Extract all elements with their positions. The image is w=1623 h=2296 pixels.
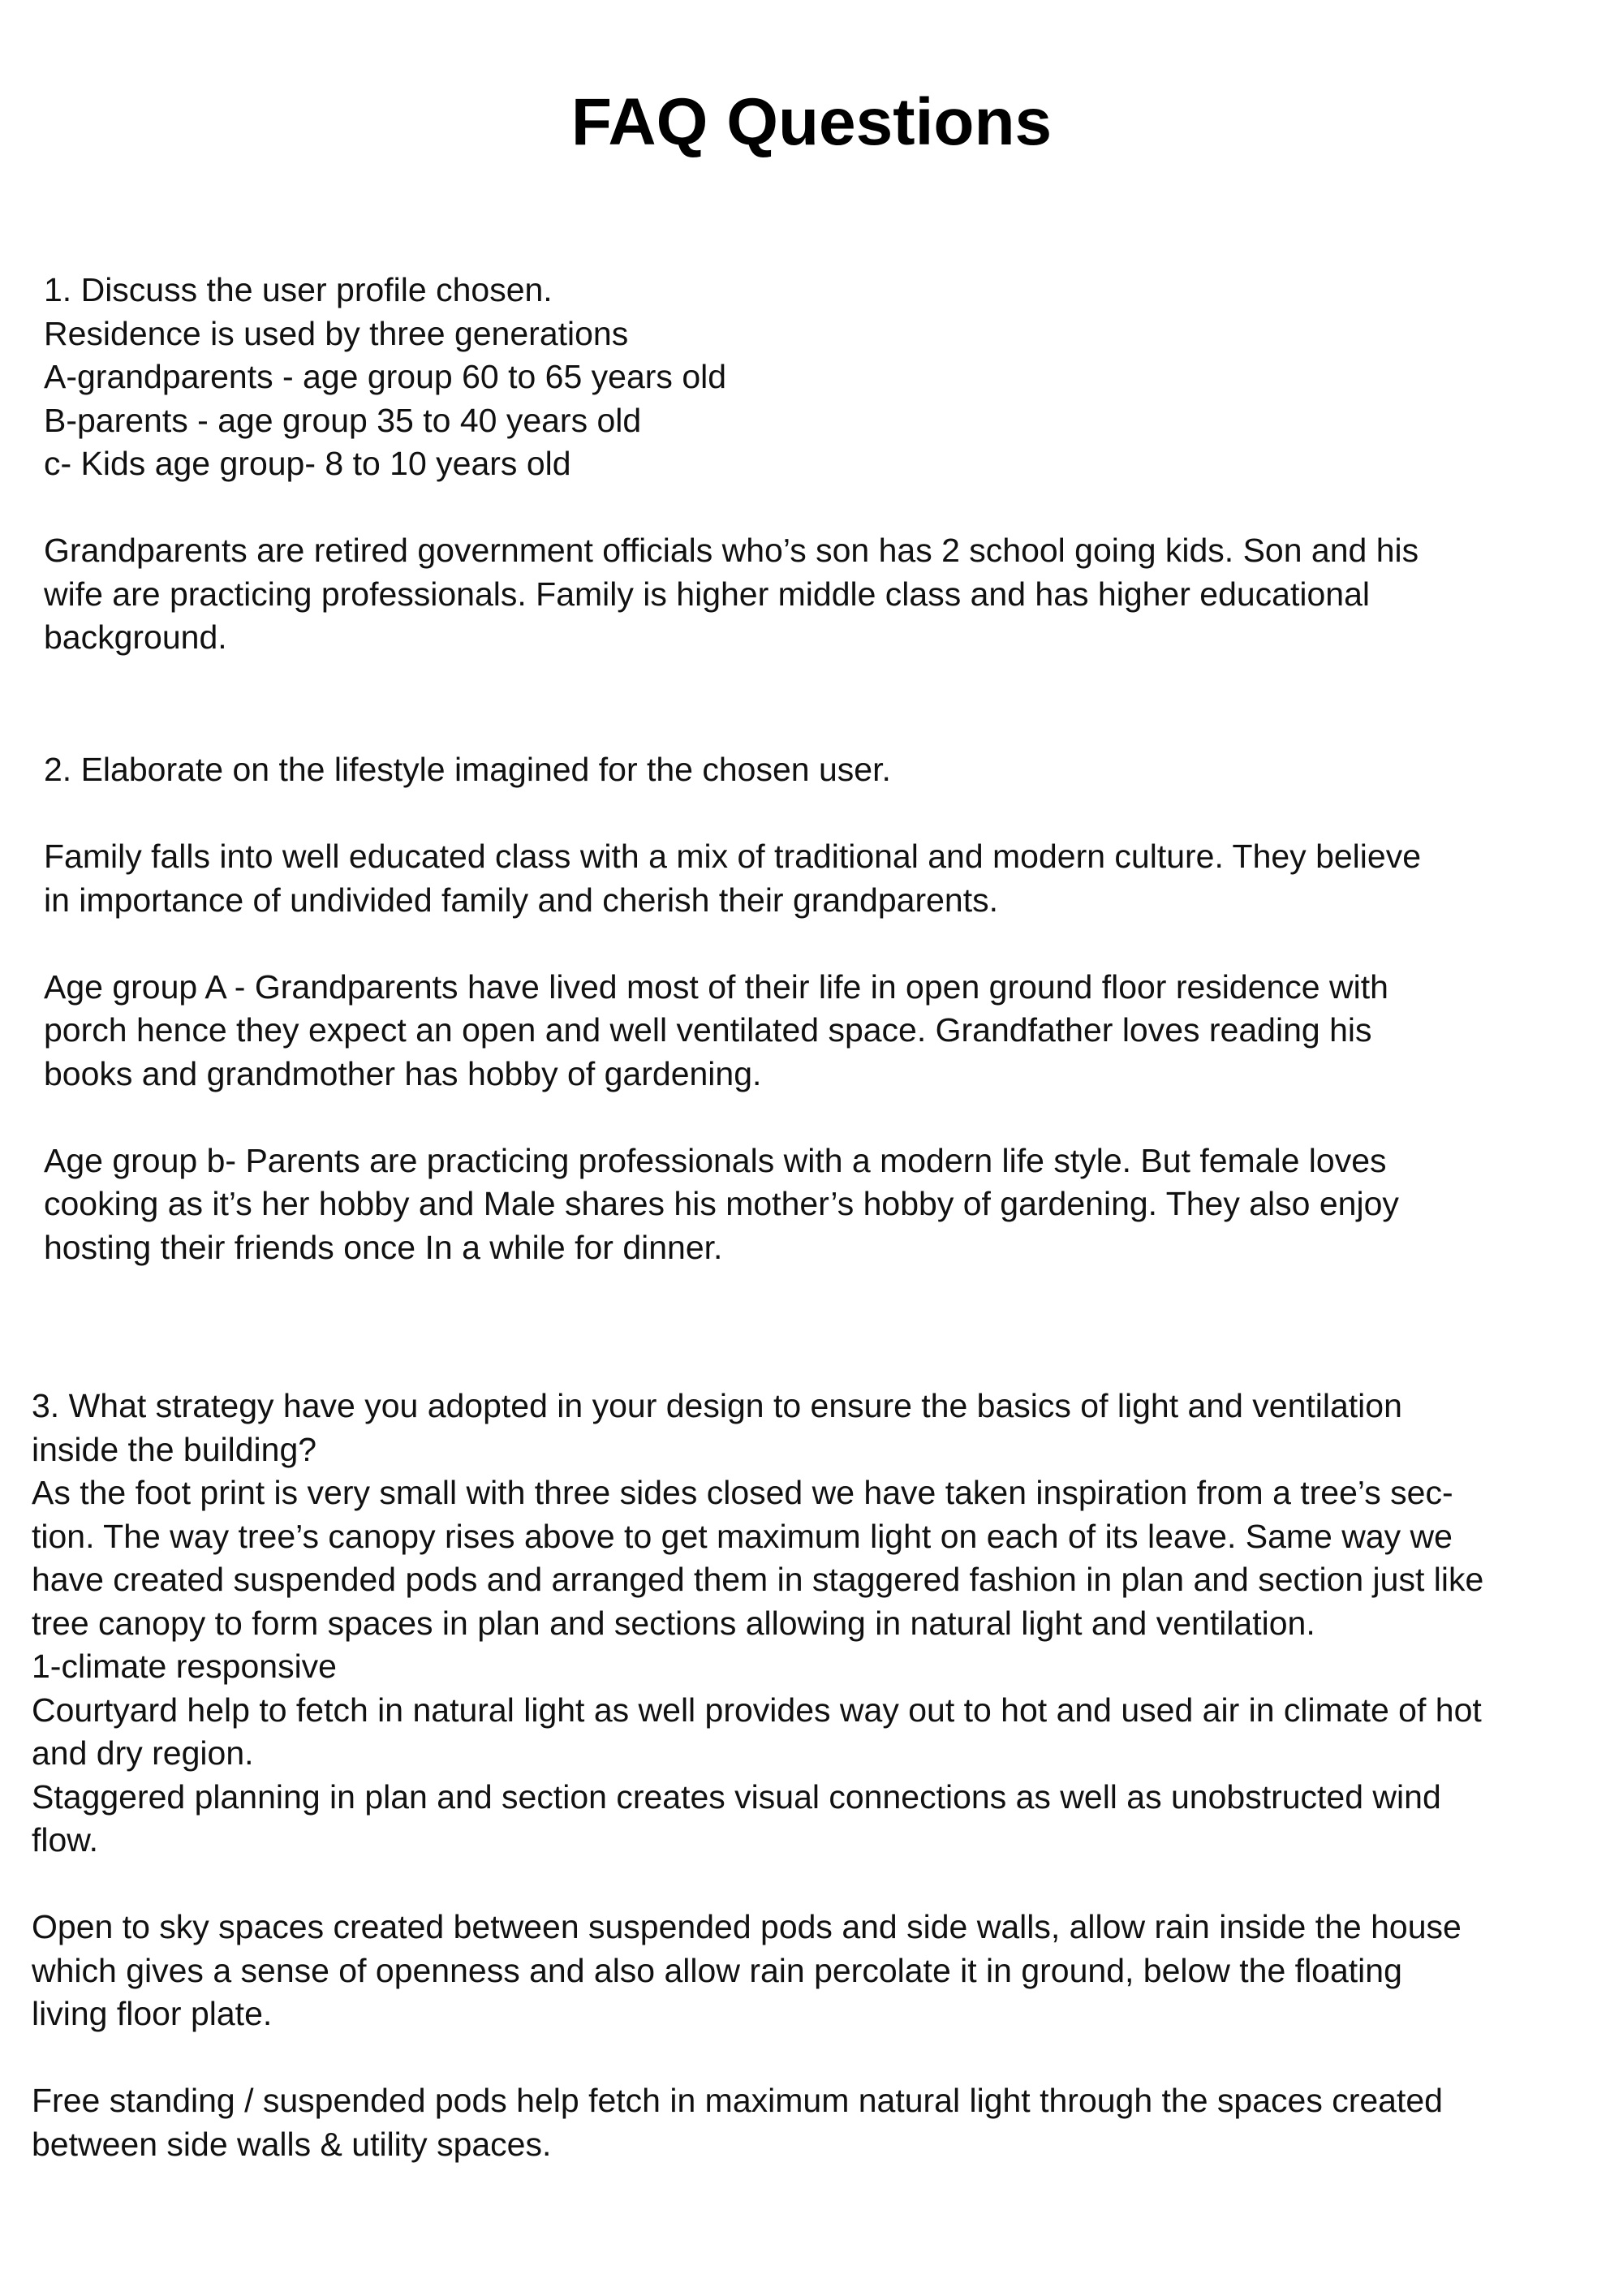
question-3-p5-line: Free standing / suspended pods help fetch in maximum natural light through the spaces created bbox=[32, 2082, 1443, 2119]
question-3-heading-line: inside the building? bbox=[32, 1430, 317, 1468]
question-1-intro: Residence is used by three generations bbox=[44, 314, 629, 352]
question-3-p2-line: and dry region. bbox=[32, 1734, 254, 1772]
question-3-heading-line: 3. What strategy have you adopted in your design to ensure the basics of light and ventilation bbox=[32, 1387, 1402, 1424]
question-2-heading: 2. Elaborate on the lifestyle imagined for the chosen user. bbox=[44, 751, 891, 788]
question-3-p1-line: tree canopy to form spaces in plan and sections allowing in natural light and ventilation. bbox=[32, 1604, 1315, 1642]
faq-section-2 bbox=[44, 748, 1421, 1269]
question-3-p5-line: between side walls & utility spaces. bbox=[32, 2125, 552, 2163]
question-3-p4-line: which gives a sense of openness and also allow rain percolate it in ground, below the floating bbox=[32, 1951, 1402, 1989]
question-3-p1-line: have created suspended pods and arranged them in staggered fashion in plan and section just like bbox=[32, 1561, 1484, 1598]
age-group-b: B-parents - age group 35 to 40 years old bbox=[44, 401, 642, 439]
faq-section-3 bbox=[32, 1385, 1483, 2166]
question-3-p4-line: Open to sky spaces created between suspended pods and side walls, allow rain inside the house bbox=[32, 1908, 1462, 1945]
age-group-a: A-grandparents - age group 60 to 65 years old bbox=[44, 358, 727, 395]
question-2-p1-line: in importance of undivided family and cherish their grandparents. bbox=[44, 881, 998, 919]
question-3-p1-line: As the foot print is very small with three sides closed we have taken inspiration from a tree’s sec- bbox=[32, 1474, 1453, 1511]
question-1-heading: 1. Discuss the user profile chosen. bbox=[44, 271, 553, 308]
question-2-p3-line: hosting their friends once In a while for dinner. bbox=[44, 1228, 723, 1266]
question-1-paragraph-line: background. bbox=[44, 618, 227, 656]
question-2-p2-line: porch hence they expect an open and well ventilated space. Grandfather loves reading his bbox=[44, 1011, 1372, 1049]
question-3-p1-line: tion. The way tree’s canopy rises above to get maximum light on each of its leave. Same way we bbox=[32, 1517, 1453, 1555]
question-3-p3-line: Staggered planning in plan and section creates visual connections as well as unobstructed wind bbox=[32, 1777, 1441, 1816]
age-group-c: c- Kids age group- 8 to 10 years old bbox=[44, 445, 571, 482]
question-1-paragraph-line: Grandparents are retired government officials who’s son has 2 school going kids. Son and his bbox=[44, 532, 1419, 569]
question-2-p3-line: cooking as it’s her hobby and Male shares his mother’s hobby of gardening. They also enjoy bbox=[44, 1185, 1399, 1222]
question-3-p4-line: living floor plate. bbox=[32, 1995, 273, 2032]
page-title: FAQ Questions bbox=[570, 85, 1053, 159]
question-2-p2-line: Age group A - Grandparents have lived most of their life in open ground floor residence with bbox=[44, 967, 1388, 1006]
question-3-subheading: 1-climate responsive bbox=[32, 1648, 337, 1685]
question-2-p3-line: Age group b- Parents are practicing professionals with a modern life style. But female loves bbox=[44, 1141, 1387, 1179]
faq-section-1 bbox=[44, 269, 1419, 660]
question-2-p1-line: Family falls into well educated class with a mix of traditional and modern culture. They believe bbox=[44, 838, 1421, 875]
question-1-paragraph-line: wife are practicing professionals. Family is higher middle class and has higher educational bbox=[44, 575, 1370, 613]
question-3-p3-line: flow. bbox=[32, 1821, 99, 1859]
question-3-p2-line: Courtyard help to fetch in natural light as well provides way out to hot and used air in climate of hot bbox=[32, 1691, 1482, 1729]
question-2-p2-line: books and grandmother has hobby of gardening. bbox=[44, 1054, 762, 1092]
